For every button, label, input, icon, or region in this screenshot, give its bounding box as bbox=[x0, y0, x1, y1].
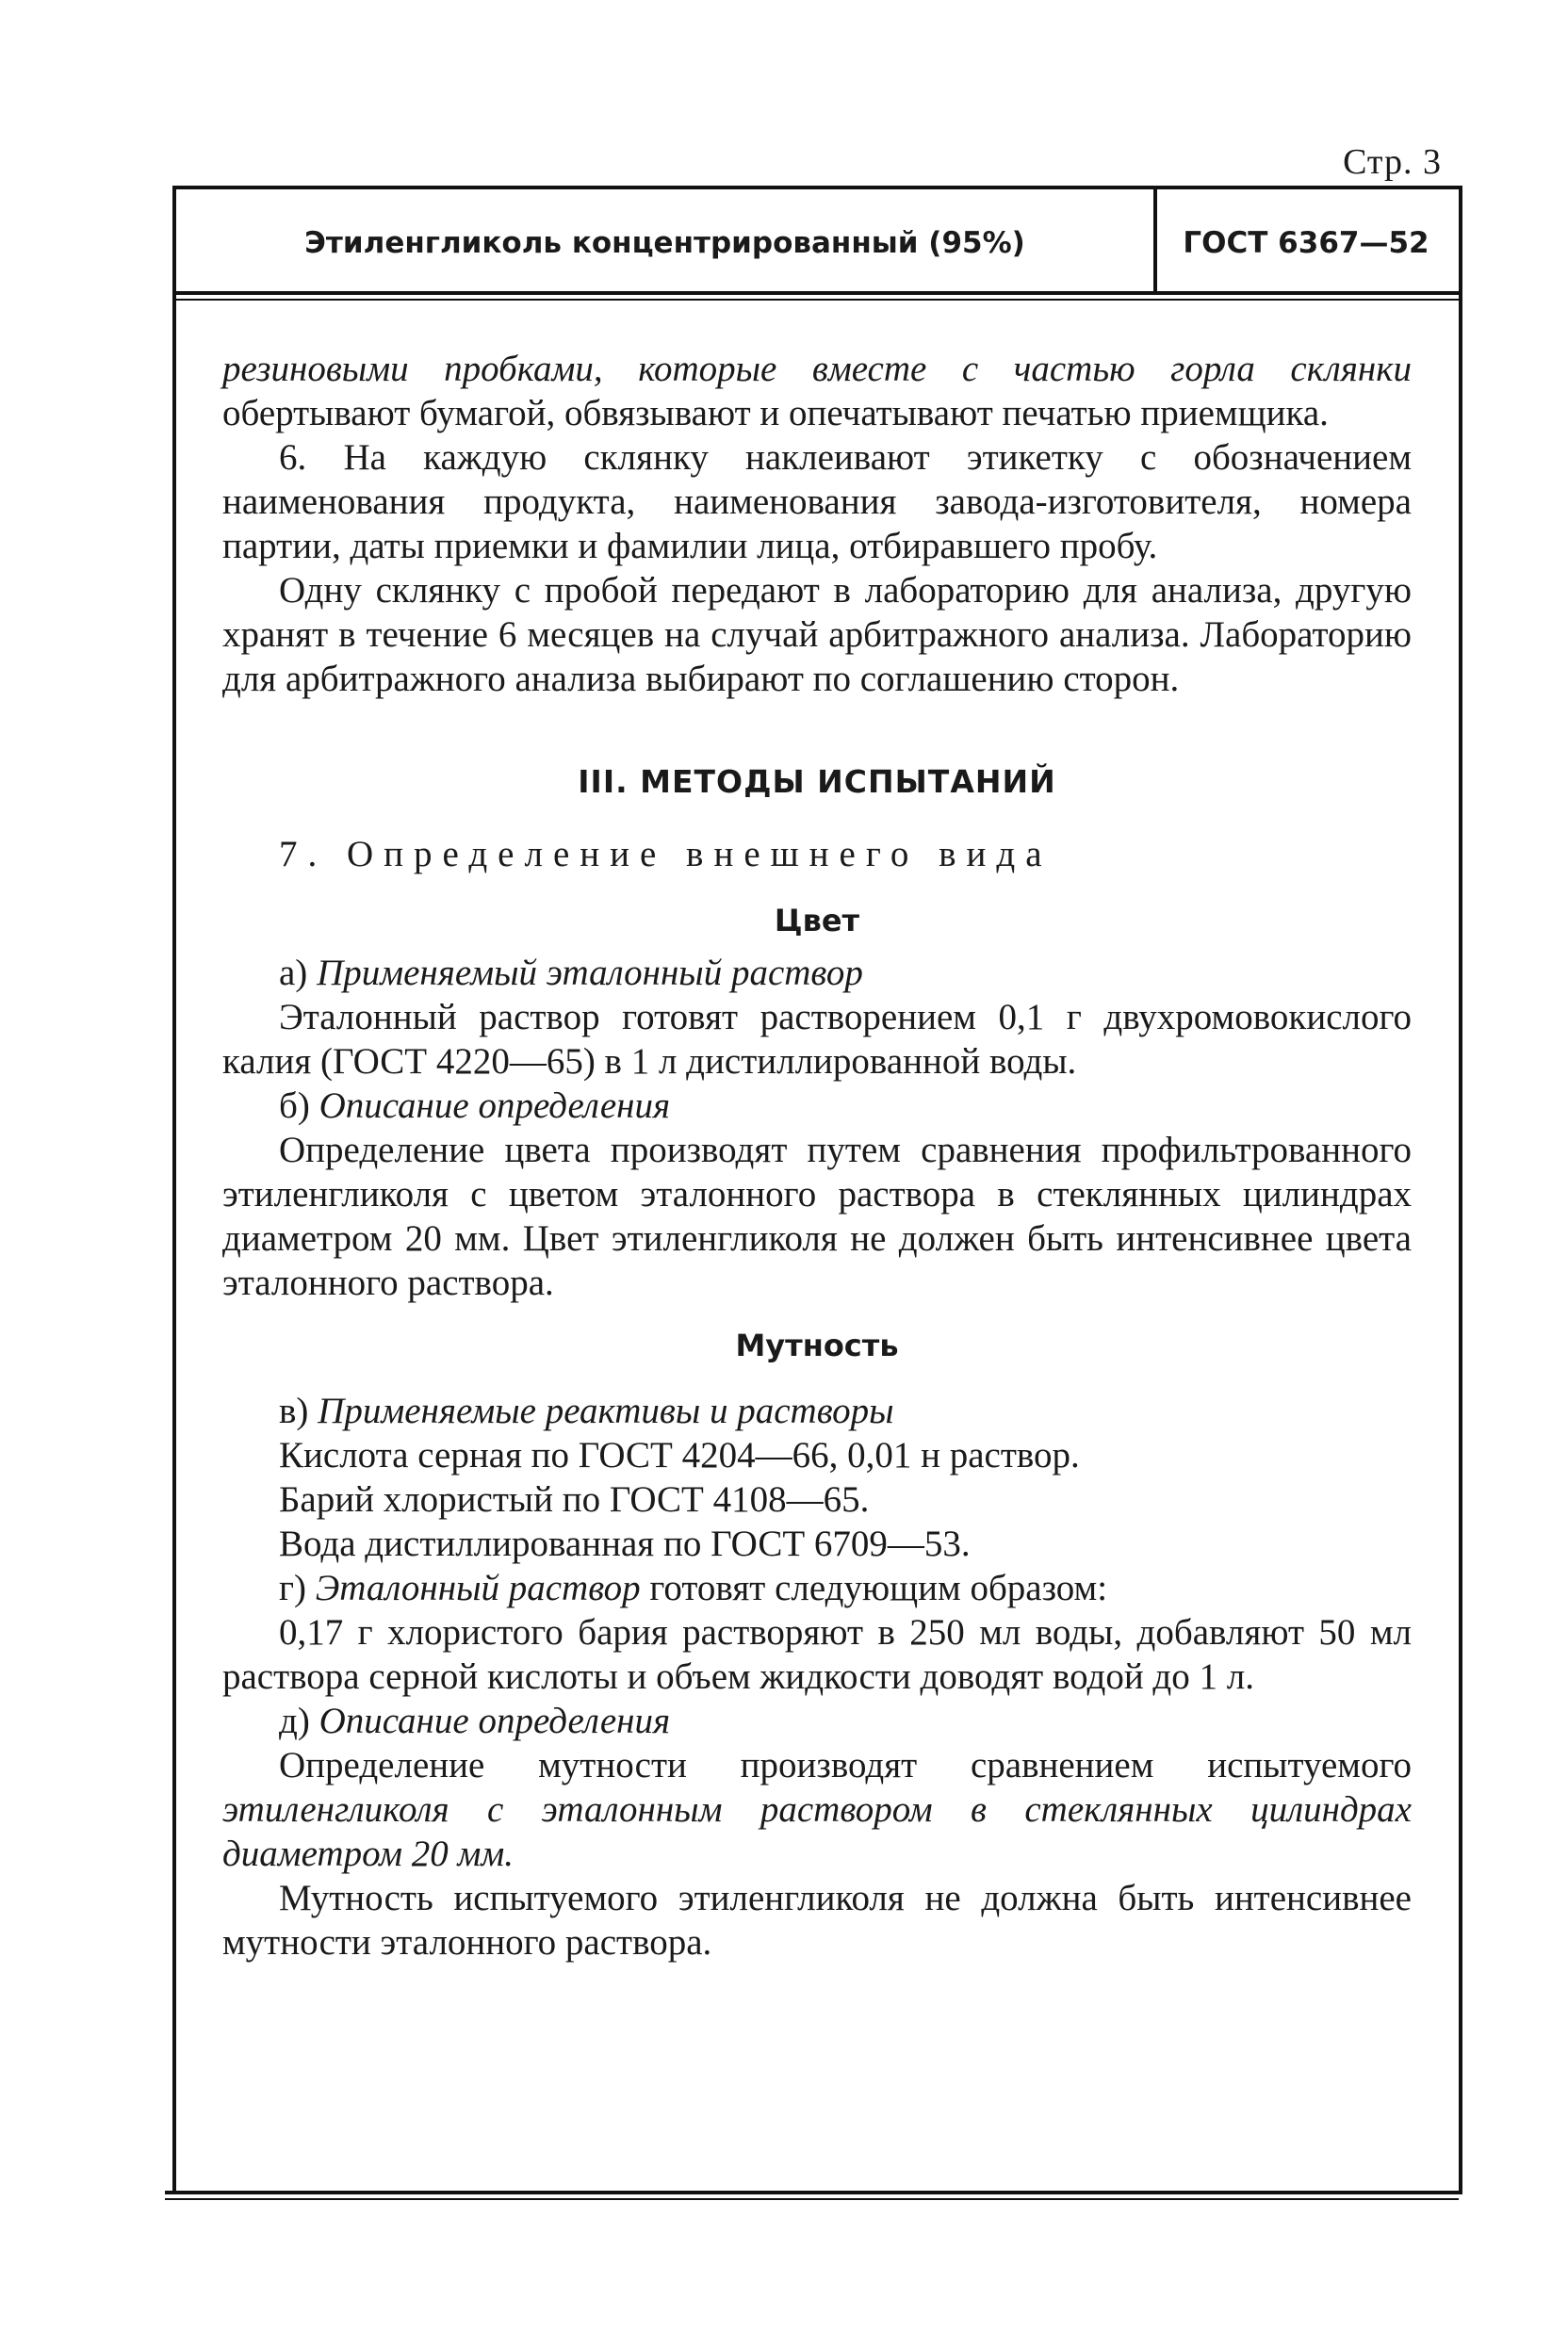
document-body bbox=[222, 347, 1412, 1965]
subsection-g-rest: готовят следующим образом: bbox=[640, 1568, 1108, 1608]
subsection-g-title-text: Эталонный раствор bbox=[315, 1568, 641, 1608]
subsection-d-title-text: Описание определения bbox=[318, 1701, 671, 1741]
color-heading: Цвет bbox=[774, 903, 860, 938]
turbidity-heading: Мутность bbox=[735, 1328, 899, 1363]
subsection-g-title bbox=[222, 1566, 1412, 1610]
subsection-d-label: д) bbox=[279, 1701, 319, 1741]
subsection-b-text: Определение цвета производят путем сравнения профильтрованного этиленгликоля с цветом эталонного раствора в стеклянных цилиндрах диаметром 20 мм. Цвет этиленгликоля не должен быть интенсивнее цвета эталонного раствора. bbox=[222, 1130, 1412, 1303]
bottom-rule-thin bbox=[165, 2198, 1459, 2200]
subsection-b-title bbox=[222, 1084, 1412, 1128]
subsection-d-title bbox=[222, 1699, 1412, 1743]
subsection-d-text-1-b: этиленгликоля с эталонным раствором в стеклянных цилиндрах диаметром 20 мм. bbox=[222, 1789, 1412, 1874]
subsection-v-title bbox=[222, 1389, 1412, 1433]
reagent-line-1: Кислота серная по ГОСТ 4204—66, 0,01 н раствор. bbox=[279, 1435, 1080, 1476]
header-standard: ГОСТ 6367—52 bbox=[1183, 226, 1429, 260]
subsection-d-text-1-a: Определение мутности производят сравнением испытуемого bbox=[279, 1745, 1412, 1785]
subsection-a-label: а) bbox=[279, 953, 318, 993]
page-number: Стр. 3 bbox=[1343, 142, 1442, 182]
item-7-title: 7. Определение внешнего вида bbox=[279, 834, 1053, 874]
subsection-g-text: 0,17 г хлористого бария растворяют в 250 мл воды, добавляют 50 мл раствора серной кислоты и объем жидкости доводят водой до 1 л. bbox=[222, 1612, 1412, 1697]
reagent-line-2: Барий хлористый по ГОСТ 4108—65. bbox=[279, 1479, 870, 1520]
header-rule-thin bbox=[172, 299, 1459, 301]
paragraph-continuation-italic: резиновыми пробками, которые вместе с частью горла склянки bbox=[222, 349, 1412, 389]
header-title: Этиленгликоль концентрированный (95%) bbox=[304, 226, 1025, 260]
subsection-a-title-text: Применяемый эталонный раствор bbox=[317, 953, 863, 993]
top-rule bbox=[172, 186, 1459, 189]
paragraph-sample: Одну склянку с пробой передают в лабораторию для анализа, другую хранят в течение 6 месяцев на случай арбитражного анализа. Лабораторию для арбитражного анализа выбирают по соглашению сторон. bbox=[222, 570, 1412, 699]
subsection-v-title-text: Применяемые реактивы и растворы bbox=[318, 1391, 894, 1431]
bottom-rule-thick bbox=[165, 2191, 1459, 2194]
subsection-a-text: Эталонный раствор готовят растворением 0,1 г двухромовокислого калия (ГОСТ 4220—65) в 1 л дистиллированной воды. bbox=[222, 997, 1412, 1082]
paragraph-continuation-rest: обертывают бумагой, обвязывают и опечатывают печатью приемщика. bbox=[222, 393, 1329, 433]
subsection-b-title-text: Описание определения bbox=[318, 1085, 671, 1126]
subsection-d-text-1 bbox=[222, 1743, 1412, 1876]
subsection-d-text-2: Мутность испытуемого этиленгликоля не должна быть интенсивнее мутности эталонного раствора. bbox=[222, 1878, 1412, 1963]
subsection-v-label: в) bbox=[279, 1391, 318, 1431]
reagent-line-3: Вода дистиллированная по ГОСТ 6709—53. bbox=[279, 1524, 971, 1564]
subsection-g-label: г) bbox=[279, 1568, 316, 1608]
paragraph-continuation bbox=[222, 347, 1412, 435]
paragraph-6: 6. На каждую склянку наклеивают этикетку с обозначением наименования продукта, наименования завода-изготовителя, номера партии, даты приемки и фамилии лица, отбиравшего пробу. bbox=[222, 437, 1412, 566]
section-title: III. МЕТОДЫ ИСПЫТАНИЙ bbox=[578, 763, 1056, 800]
header-rule-thick bbox=[172, 291, 1459, 295]
subsection-a-title bbox=[222, 951, 1412, 995]
subsection-b-label: б) bbox=[279, 1085, 319, 1126]
